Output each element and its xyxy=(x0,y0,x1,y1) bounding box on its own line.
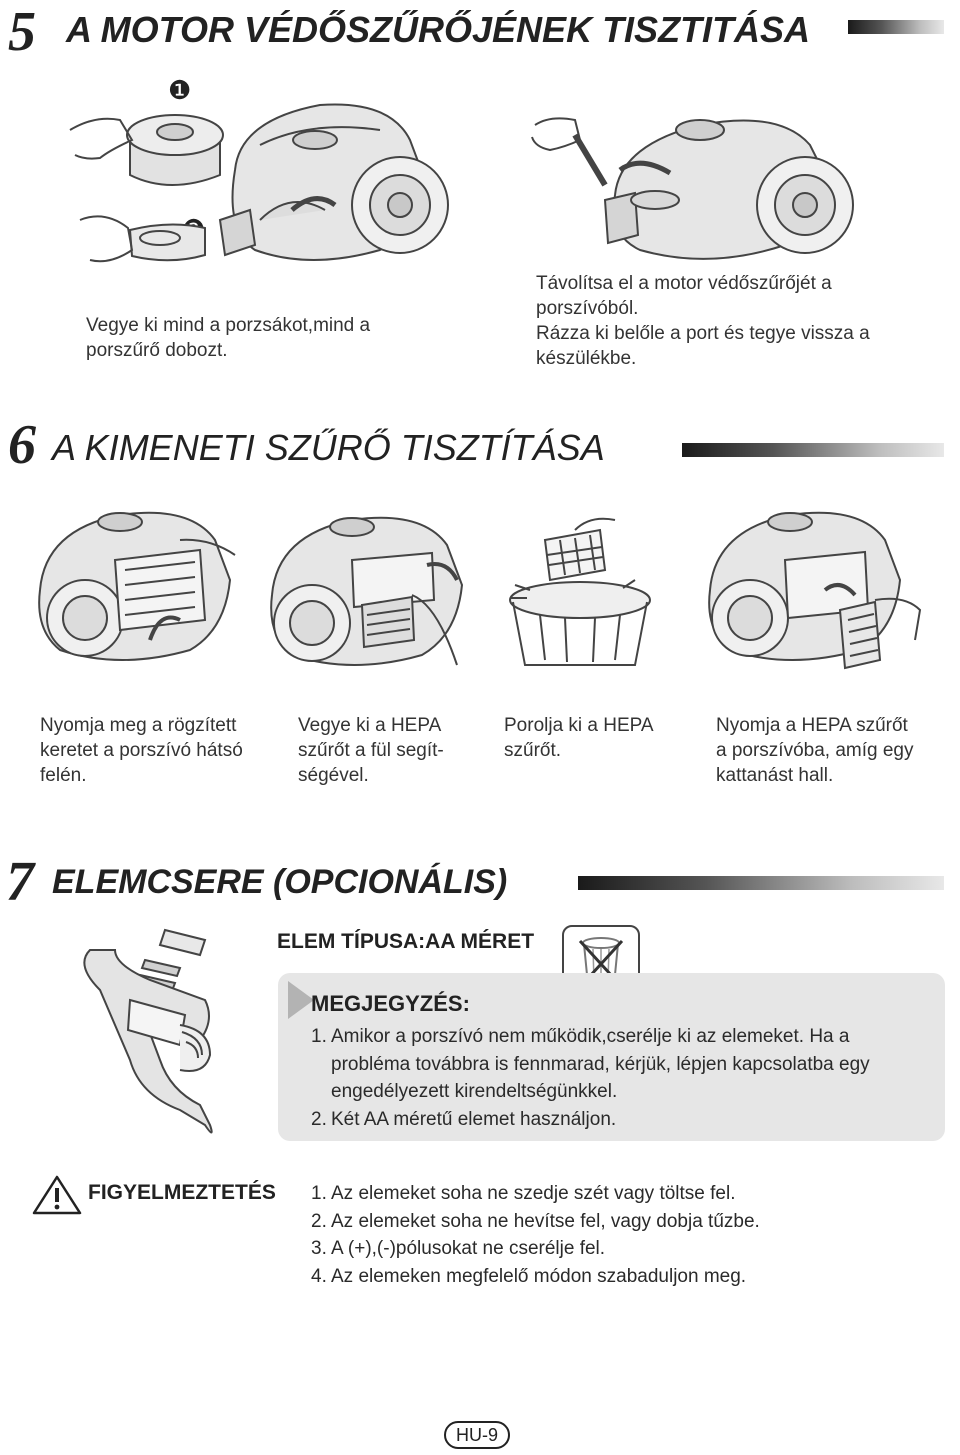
warning-label: FIGYELMEZTETÉS xyxy=(88,1181,276,1204)
section-7-title: ELEMCSERE (OPCIONÁLIS) xyxy=(52,863,508,901)
section-6-caption-1: Nyomja meg a rögzített keretet a porszívó hátsó felén. xyxy=(40,715,243,786)
note-heading: MEGJEGYZÉS: xyxy=(311,991,470,1016)
note-list xyxy=(311,1023,931,1133)
handle-battery-illustration xyxy=(70,920,230,1145)
remove-motor-filter-illustration xyxy=(520,75,930,270)
section-6-caption-4: Nyomja a HEPA szűrőt a porszívóba, amíg egy kattanást hall. xyxy=(716,715,914,786)
section-6-bar xyxy=(682,443,944,457)
page-number: HU-9 xyxy=(444,1421,510,1449)
warning-item: 1. Az elemeket soha ne szedje szét vagy töltse fel. xyxy=(311,1183,736,1204)
warning-triangle-icon xyxy=(32,1175,82,1215)
section-5-bar xyxy=(848,20,944,34)
step-1-marker: ❶ xyxy=(168,75,192,105)
note-item: 2. Két AA méretű elemet használjon. xyxy=(311,1108,617,1130)
section-5-caption-right: Távolítsa el a motor védőszűrőjét a porszívóból. Rázza ki belőle a port és tegye vissza a készülékbe. xyxy=(536,273,870,369)
warning-list xyxy=(311,1180,931,1290)
section-5-caption-left: Vegye ki mind a porzsákot,mind a porszűrő dobozt. xyxy=(86,315,371,361)
remove-hepa-illustration xyxy=(262,505,482,680)
warning-item: 4. Az elemeken megfelelő módon szabaduljon meg. xyxy=(311,1265,747,1287)
section-5-title: A MOTOR VÉDŐSZŰRŐJÉNEK TISZTITÁSA xyxy=(66,9,811,50)
warning-item: 2. Az elemeket soha ne hevítse fel, vagy dobja tűzbe. xyxy=(311,1210,760,1232)
section-6-caption-3: Porolja ki a HEPA szűrőt. xyxy=(504,715,654,761)
dust-hepa-illustration xyxy=(505,510,665,670)
section-5-number: 5 xyxy=(8,1,36,63)
press-frame-illustration xyxy=(30,500,250,675)
warning-item: 3. A (+),(-)pólusokat ne cserélje fel. xyxy=(311,1238,606,1259)
section-6-title: A KIMENETI SZŰRŐ TISZTÍTÁSA xyxy=(52,427,605,468)
remove-dust-container-illustration xyxy=(60,60,480,285)
section-6-number: 6 xyxy=(8,414,36,476)
section-6-caption-2: Vegye ki a HEPA szűrőt a fül segít- ségével. xyxy=(298,715,444,786)
note-item: 1. Amikor a porszívó nem működik,cserélje ki az elemeket. Ha a probléma továbbra is fennmarad, kérjük, lépjen kapcsolatba egy engedélyezett kirendeltségünkkel. xyxy=(311,1026,870,1102)
battery-type-label: ELEM TÍPUSA:AA MÉRET xyxy=(277,930,535,953)
section-7-bar xyxy=(578,876,944,890)
section-7-number: 7 xyxy=(6,851,34,913)
insert-hepa-illustration xyxy=(700,500,930,675)
